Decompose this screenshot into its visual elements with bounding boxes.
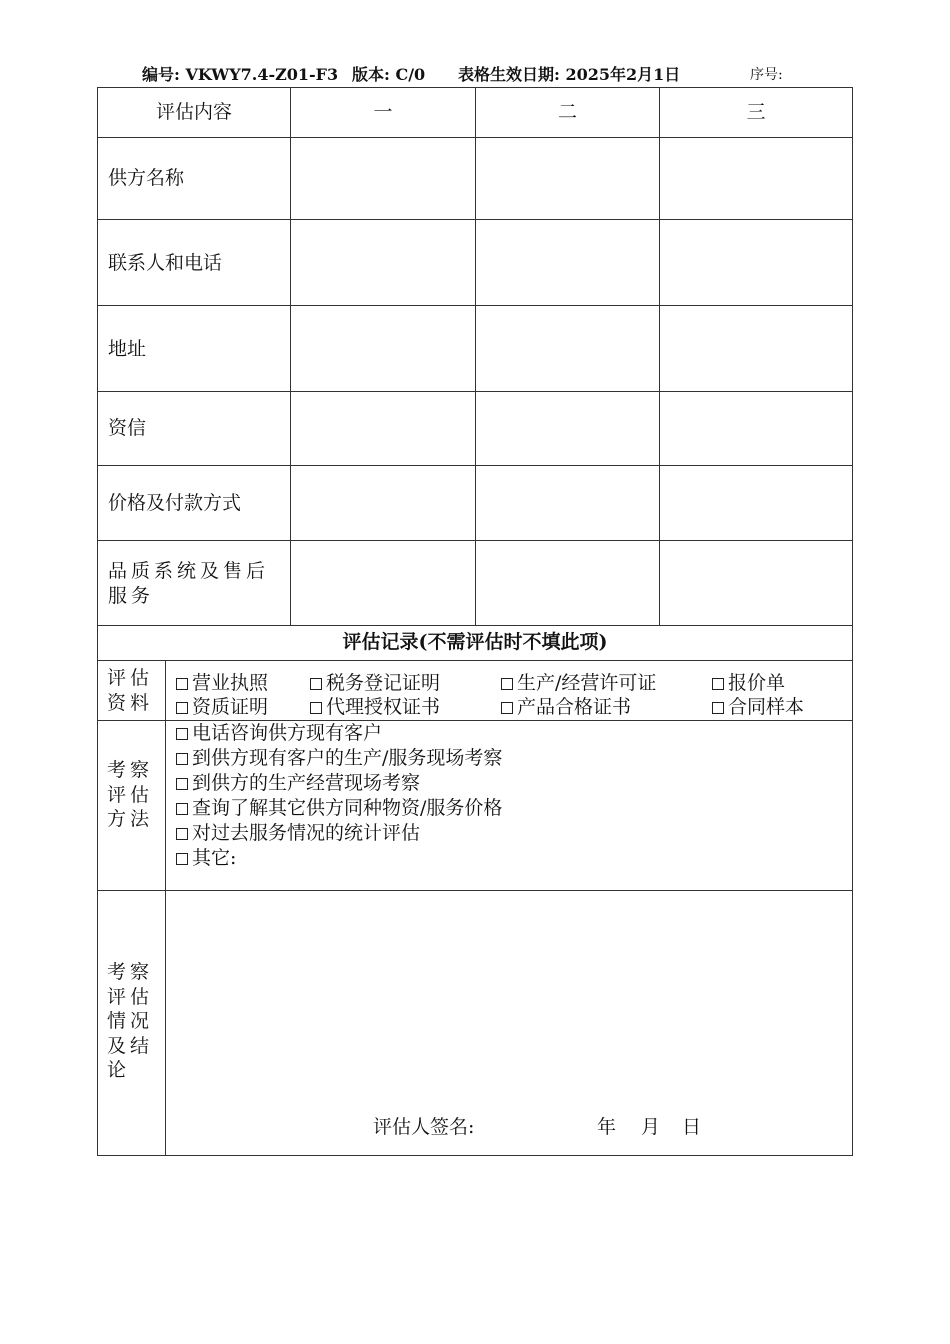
option-qualification-cert[interactable]: 资质证明	[176, 695, 268, 719]
method-service-statistics[interactable]: 对过去服务情况的统计评估	[176, 821, 420, 845]
conclusion-label: 考察评估情况及结论	[107, 961, 154, 1081]
option-product-cert[interactable]: 产品合格证书	[501, 695, 631, 719]
method-phone-inquiry[interactable]: 电话咨询供方现有客户	[176, 721, 382, 745]
serial-number-label: 序号:	[750, 67, 783, 83]
form-header	[0, 62, 950, 86]
form-code: 编号: VKWY7.4-Z01-F3	[142, 65, 339, 84]
day-label: 日	[682, 1116, 702, 1138]
row-label-supplier-name: 供方名称	[108, 167, 185, 189]
checkbox-icon	[176, 853, 188, 865]
method-other[interactable]: 其它:	[176, 846, 236, 870]
divider	[98, 660, 852, 661]
checkbox-icon	[712, 678, 724, 690]
checkbox-icon	[176, 753, 188, 765]
form-version: 版本: C/0	[352, 65, 426, 84]
method-price-comparison[interactable]: 查询了解其它供方同种物资/服务价格	[176, 796, 502, 820]
materials-label: 评估资料	[107, 667, 154, 714]
checkbox-icon	[501, 702, 513, 714]
column-header-2: 二	[557, 101, 577, 123]
methods-label: 考察评估方法	[107, 759, 154, 830]
divider	[98, 890, 852, 891]
effective-date: 表格生效日期: 2025年2月1日	[458, 65, 681, 84]
divider	[165, 660, 166, 1155]
checkbox-icon	[176, 702, 188, 714]
header-label: 评估内容	[155, 101, 232, 123]
checkbox-icon	[176, 678, 188, 690]
row-label-credit: 资信	[108, 417, 147, 439]
checkbox-icon	[176, 803, 188, 815]
row-label-contact: 联系人和电话	[108, 252, 223, 274]
option-agency-authorization[interactable]: 代理授权证书	[310, 695, 440, 719]
column-header-1: 一	[373, 101, 393, 123]
checkbox-icon	[176, 778, 188, 790]
divider	[98, 625, 852, 626]
row-label-address: 地址	[108, 338, 147, 360]
divider	[475, 88, 476, 625]
option-quotation[interactable]: 报价单	[712, 671, 785, 695]
method-supplier-site-visit[interactable]: 到供方的生产经营现场考察	[176, 771, 420, 795]
option-contract-sample[interactable]: 合同样本	[712, 695, 804, 719]
divider	[290, 88, 291, 625]
signature-label: 评估人签名:	[373, 1116, 475, 1138]
column-header-3: 三	[746, 101, 766, 123]
option-tax-registration[interactable]: 税务登记证明	[310, 671, 440, 695]
record-title: 评估记录(不需评估时不填此项)	[342, 631, 608, 653]
year-label: 年	[597, 1116, 617, 1138]
option-production-license[interactable]: 生产/经营许可证	[501, 671, 656, 695]
checkbox-icon	[310, 702, 322, 714]
divider	[659, 88, 660, 625]
month-label: 月	[641, 1116, 661, 1138]
checkbox-icon	[176, 728, 188, 740]
checkbox-icon	[176, 828, 188, 840]
row-label-quality-service: 品质系统及售后服务	[108, 560, 270, 607]
checkbox-icon	[310, 678, 322, 690]
checkbox-icon	[712, 702, 724, 714]
method-client-site-visit[interactable]: 到供方现有客户的生产/服务现场考察	[176, 746, 502, 770]
row-label-price-payment: 价格及付款方式	[108, 492, 242, 514]
evaluation-table	[97, 87, 853, 1156]
option-business-license[interactable]: 营业执照	[176, 671, 268, 695]
checkbox-icon	[501, 678, 513, 690]
